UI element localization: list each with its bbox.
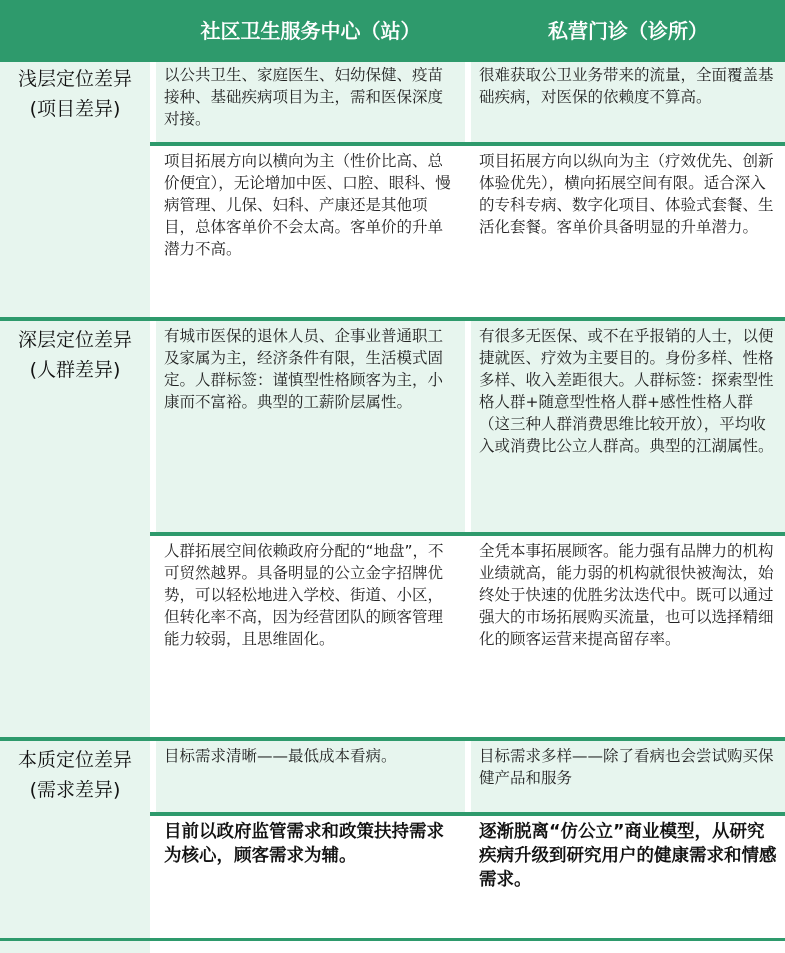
section-divider [0,317,785,321]
section-divider [0,58,785,62]
cell-private-shallow-1: 很难获取公卫业务带来的流量，全面覆盖基础疾病，对医保的依赖度不算高。 [471,58,785,144]
subrow-divider [150,142,785,146]
row-label-subtitle: (需求差异) [29,779,121,801]
header-private-clinic: 私营门诊（诊所） [471,0,785,58]
subrow-divider [150,812,785,816]
cell-private-essential-2: 逐渐脱离“仿公立”商业模型，从研究疾病升级到研究用户的健康需求和情感需求。 [471,814,785,953]
row-label-title: 浅层定位差异 [17,68,132,90]
row-label-title: 深层定位差异 [17,329,132,351]
cell-community-deep-1: 有城市医保的退休人员、企事业普通职工及家属为主，经济条件有限，生活模式固定。人群标签：谨慎型性格顾客为主，小康而不富裕。典型的工薪阶层属性。 [156,319,465,534]
cell-private-deep-2: 全凭本事拓展顾客。能力强有品牌力的机构业绩就高，能力弱的机构就很快被淘汰，始终处于快速的优胜劣汰迭代中。既可以通过强大的市场拓展购买流量，也可以选择精细化的顾客运营来提高留存率。 [471,534,785,739]
row-label-subtitle: (人群差异) [29,359,121,381]
cell-community-deep-2: 人群拓展空间依赖政府分配的“地盘”，不可贸然越界。具备明显的公立金字招牌优势，可以轻松地进入学校、街道、小区，但转化率不高，因为经营团队的顾客管理能力较弱，且思维固化。 [156,534,465,739]
subrow-divider [150,532,785,536]
cell-private-shallow-2: 项目拓展方向以纵向为主（疗效优先、创新体验优先），横向拓展空间有限。适合深入的专科专病、数字化项目、体验式套餐、生活化套餐。客单价具备明显的升单潜力。 [471,144,785,319]
cell-private-deep-1: 有很多无医保、或不在乎报销的人士，以便捷就医、疗效为主要目的。身份多样、性格多样、收入差距很大。人群标签：探索型性格人群+随意型性格人群+感性性格人群（这三种人群消费思维比较开放），平均收入或消费比公立人群高。典型的江湖属性。 [471,319,785,534]
row-label-shallow [0,58,150,319]
row-label-subtitle: (项目差异) [29,98,121,120]
section-divider [0,737,785,741]
cell-community-shallow-1: 以公共卫生、家庭医生、妇幼保健、疫苗接种、基础疾病项目为主，需和医保深度对接。 [156,58,465,144]
cell-community-shallow-2: 项目拓展方向以横向为主（性价比高、总价便宜），无论增加中医、口腔、眼科、慢病管理、儿保、妇科、产康还是其他项目，总体客单价不会太高。客单价的升单潜力不高。 [156,144,465,319]
cell-private-essential-1: 目标需求多样——除了看病也会尝试购买保健产品和服务 [471,739,785,814]
row-label-title: 本质定位差异 [17,749,132,771]
cell-community-essential-2: 目前以政府监管需求和政策扶持需求为核心，顾客需求为辅。 [156,814,465,953]
row-label-essential [0,739,150,953]
header-community-center: 社区卫生服务中心（站） [156,0,465,58]
cell-community-essential-1: 目标需求清晰——最低成本看病。 [156,739,465,814]
header-corner [0,0,150,58]
row-label-deep [0,319,150,739]
